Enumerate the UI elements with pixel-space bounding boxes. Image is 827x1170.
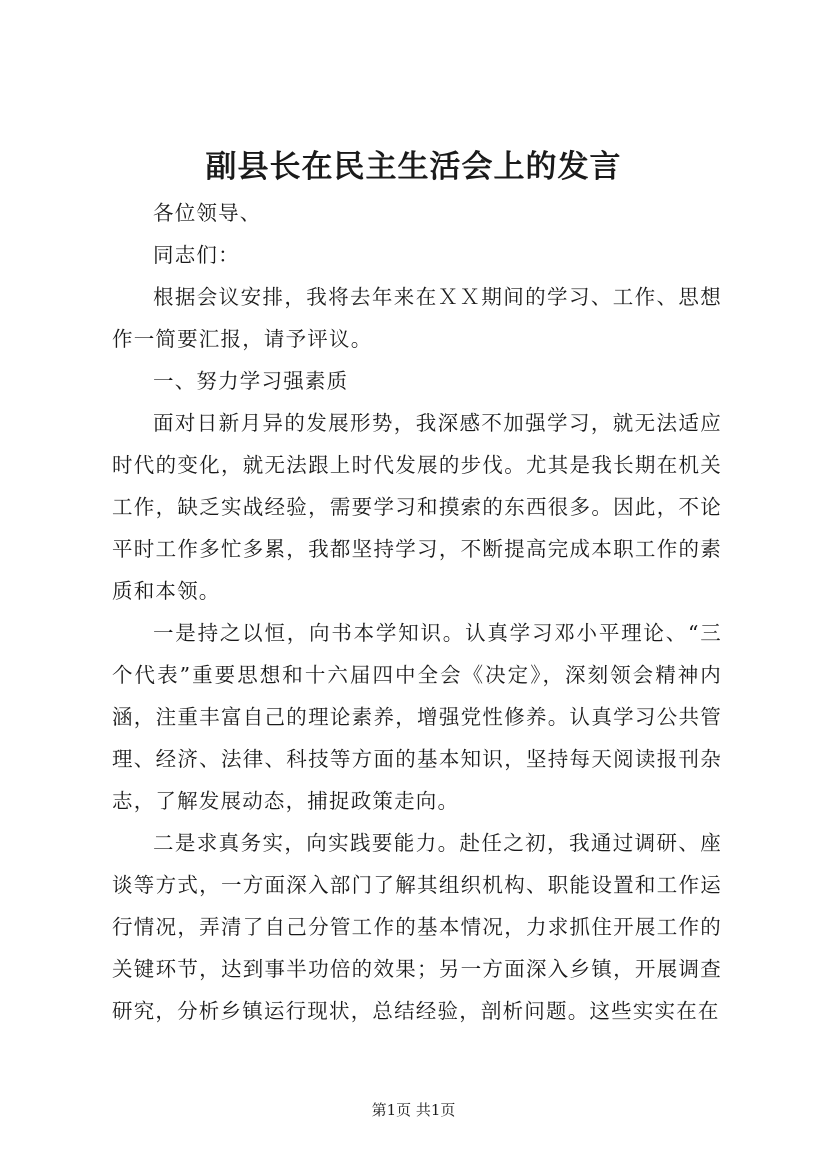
document-body — [112, 192, 722, 1032]
paragraph-body: 一是持之以恒，向书本学知识。认真学习邓小平理论、“三个代表”重要思想和十六届四中全会《决定》，深刻领会精神内涵，注重丰富自己的理论素养，增强党性修养。认真学习公共管理、经济、法律、科技等方面的基本知识，坚持每天阅读报刊杂志，了解发展动态，捕捉政策走向。 — [112, 621, 722, 813]
paragraph-intro: 根据会议安排，我将去年来在ＸＸ期间的学习、工作、思想作一简要汇报，请予评议。 — [112, 285, 722, 351]
page-number-label: 第1页 共1页 — [371, 1101, 456, 1119]
document-title: 副县长在民主生活会上的发言 — [205, 149, 622, 185]
paragraph-salutation-1: 各位领导、 — [153, 201, 262, 225]
page-footer — [0, 1098, 827, 1122]
paragraph-body: 二是求真务实，向实践要能力。赴任之初，我通过调研、座谈等方式，一方面深入部门了解其组织机构、职能设置和工作运行情况，弄清了自己分管工作的基本情况，力求抓住开展工作的关键环节，达到事半功倍的效果；另一方面深入乡镇，开展调查研究，分析乡镇运行现状，总结经验，剖析问题。这些实实在在 — [112, 831, 722, 1023]
section-heading: 一、努力学习强素质 — [153, 369, 349, 393]
paragraph-salutation-2: 同志们： — [153, 243, 240, 267]
paragraph-body: 面对日新月异的发展形势，我深感不加强学习，就无法适应时代的变化，就无法跟上时代发展的步伐。尤其是我长期在机关工作，缺乏实战经验，需要学习和摸索的东西很多。因此，不论平时工作多忙多累，我都坚持学习，不断提高完成本职工作的素质和本领。 — [112, 411, 722, 603]
